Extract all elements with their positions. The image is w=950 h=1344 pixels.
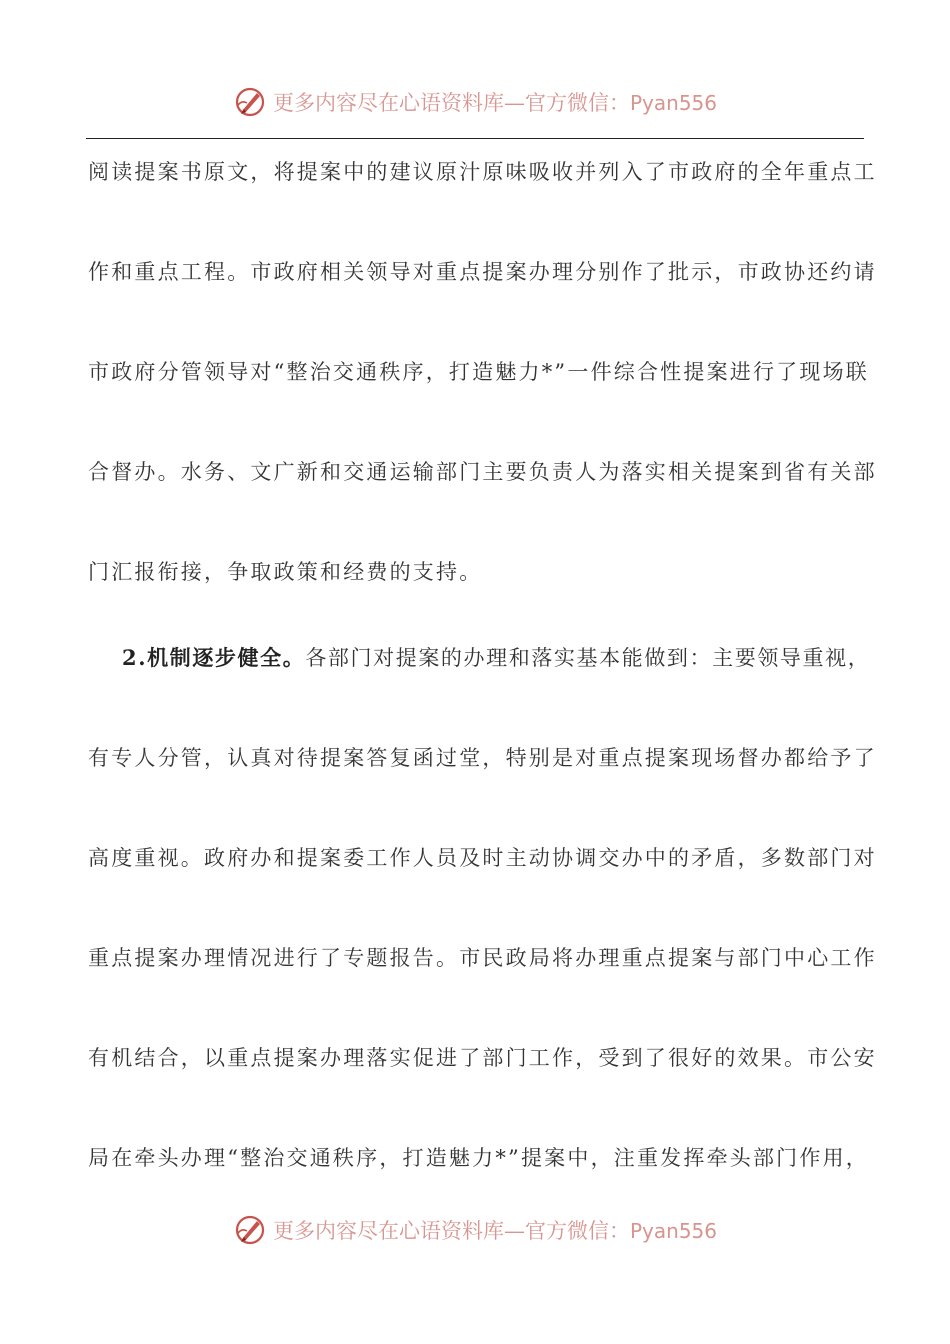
document-body	[88, 150, 877, 1236]
watermark-brand: Pyan556	[629, 91, 717, 115]
body-line: 高度重视。政府办和提案委工作人员及时主动协调交办中的矛盾，多数部门对	[88, 846, 877, 870]
body-line: 阅读提案书原文，将提案中的建议原汁原味吸收并列入了市政府的全年重点工	[88, 160, 877, 184]
header-watermark	[0, 82, 950, 122]
body-line: 合督办。水务、文广新和交通运输部门主要负责人为落实相关提案到省有关部	[88, 460, 877, 484]
watermark-brand: Pyan556	[629, 1219, 717, 1243]
quill-seal-icon	[233, 1213, 267, 1247]
header-divider	[86, 138, 864, 139]
body-line: 有专人分管，认真对待提案答复函过堂，特别是对重点提案现场督办都给予了	[88, 746, 877, 770]
section-heading-line	[88, 636, 871, 736]
body-line: 门汇报衔接，争取政策和经费的支持。	[88, 560, 483, 584]
quill-seal-icon	[233, 85, 267, 119]
body-line: 局在牵头办理“整治交通秩序，打造魅力*”提案中，注重发挥牵头部门作用，	[88, 1146, 869, 1170]
watermark-text: 更多内容尽在心语资料库—官方微信：Pyan556	[272, 91, 717, 115]
body-line: 市政府分管领导对“整治交通秩序，打造魅力*”一件综合性提案进行了现场联	[88, 360, 869, 384]
section-heading: 2.机制逐步健全。	[122, 645, 306, 670]
body-line: 有机结合，以重点提案办理落实促进了部门工作，受到了很好的效果。市公安	[88, 1046, 877, 1070]
footer-watermark	[0, 1210, 950, 1250]
watermark-text: 更多内容尽在心语资料库—官方微信：Pyan556	[272, 1219, 717, 1243]
body-line: 重点提案办理情况进行了专题报告。市民政局将办理重点提案与部门中心工作	[88, 946, 877, 970]
body-line: 作和重点工程。市政府相关领导对重点提案办理分别作了批示，市政协还约请	[88, 260, 877, 284]
section-heading-rest: 各部门对提案的办理和落实基本能做到：主要领导重视，	[305, 646, 871, 670]
